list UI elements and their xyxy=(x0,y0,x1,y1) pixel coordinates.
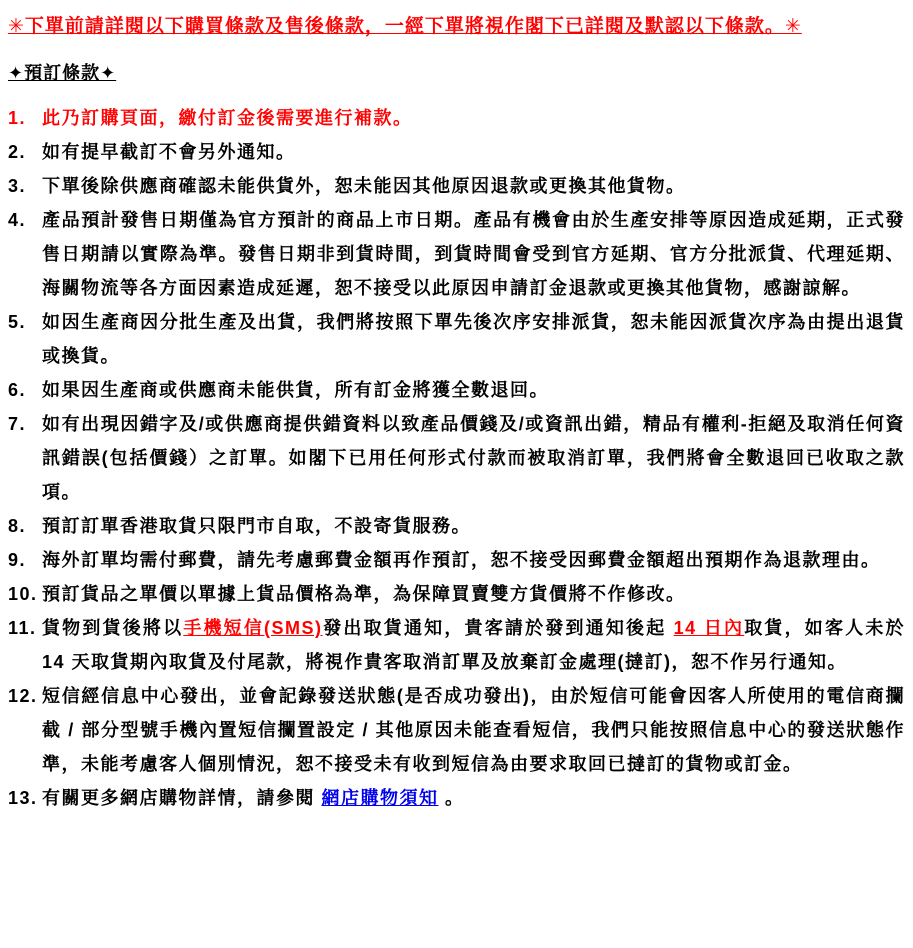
term-item-12 xyxy=(8,679,905,781)
term-segment-13-2: 。 xyxy=(438,788,465,808)
term-number-10: 10. xyxy=(8,584,38,604)
term-number-6: 6. xyxy=(8,380,27,400)
term-item-3 xyxy=(8,169,905,203)
term-segment-6-0: 如果因生產商或供應商未能供貨，所有訂金將獲全數退回。 xyxy=(42,380,549,400)
term-item-10 xyxy=(8,577,905,611)
term-text-13 xyxy=(42,781,905,815)
term-item-13 xyxy=(8,781,905,815)
term-number-12: 12. xyxy=(8,686,38,706)
term-text-1 xyxy=(42,101,905,135)
section-title-pre-order-terms: ✦預訂條款✦ xyxy=(8,63,117,83)
term-item-6 xyxy=(8,373,905,407)
term-text-6 xyxy=(42,373,905,407)
term-segment-7-0: 如有出現因錯字及/或供應商提供錯資料以致產品價錢及/或資訊出錯，精品有權利-拒絕及取消任何資訊錯誤(包括價錢）之訂單。如閣下已用任何形式付款而被取消訂單，我們將會全數退回已收取之款項。 xyxy=(42,414,905,502)
term-text-11 xyxy=(42,611,905,679)
term-text-2 xyxy=(42,135,905,169)
term-segment-12-0: 短信經信息中心發出，並會記錄發送狀態(是否成功發出)，由於短信可能會因客人所使用的電信商攔截 / 部分型號手機內置短信攔置設定 / 其他原因未能查看短信，我們只能按照信息中心的發送狀態作準，未能考慮客人個別情況，恕不接受未有收到短信為由要求取回已撻訂的貨物或訂金。 xyxy=(42,686,905,774)
term-number-7: 7. xyxy=(8,414,27,434)
pickup-deadline-highlight: 14 日內 xyxy=(673,618,745,638)
term-text-10 xyxy=(42,577,905,611)
term-number-8: 8. xyxy=(8,516,27,536)
term-segment-9-0: 海外訂單均需付郵費，請先考慮郵費金額再作預訂，恕不接受因郵費金額超出預期作為退款理由。 xyxy=(42,550,881,570)
term-item-11 xyxy=(8,611,905,679)
term-segment-13-0: 有關更多網店購物詳情，請參閱 xyxy=(42,788,322,808)
store-shopping-guide-link[interactable]: 網店購物須知 xyxy=(321,788,439,808)
term-segment-10-0: 預訂貨品之單價以單據上貨品價格為準，為保障買賣雙方貨價將不作修改。 xyxy=(42,584,686,604)
term-segment-11-0: 貨物到貨後將以 xyxy=(42,618,184,638)
pre-order-notice: ✳下單前請詳閱以下購買條款及售後條款，一經下單將視作閣下已詳閱及默認以下條款。✳ xyxy=(8,16,802,37)
term-item-4 xyxy=(8,203,905,305)
term-segment-8-0: 預訂訂單香港取貨只限門市自取，不設寄貨服務。 xyxy=(42,516,471,536)
term-number-5: 5. xyxy=(8,312,27,332)
term-number-3: 3. xyxy=(8,176,27,196)
term-segment-5-0: 如因生產商因分批生產及出貨，我們將按照下單先後次序安排派貨，恕未能因派貨次序為由提出退貨或換貨。 xyxy=(42,312,905,366)
term-number-1: 1. xyxy=(8,108,27,128)
term-item-8 xyxy=(8,509,905,543)
term-segment-4-0: 產品預計發售日期僅為官方預計的商品上市日期。產品有機會由於生產安排等原因造成延期，正式發售日期請以實際為準。發售日期非到貨時間，到貨時間會受到官方延期、官方分批派貨、代理延期、海關物流等各方面因素造成延遲，恕不接受以此原因申請訂金退款或更換其他貨物，感謝諒解。 xyxy=(42,210,905,298)
term-text-8 xyxy=(42,509,905,543)
term-segment-11-2: 發出取貨通知，貴客請於發到通知後起 xyxy=(322,618,674,638)
term-segment-11-4: 取貨，如客人未於 14 天取貨期內取貨及付尾款，將視作貴客取消訂單及放棄訂金處理(撻訂)，恕不作另行通知。 xyxy=(42,618,906,672)
term-text-7 xyxy=(42,407,905,509)
term-text-12 xyxy=(42,679,905,781)
term-number-11: 11. xyxy=(8,618,37,638)
term-item-7 xyxy=(8,407,905,509)
term-item-2 xyxy=(8,135,905,169)
terms-list xyxy=(8,101,905,815)
term-text-4 xyxy=(42,203,905,305)
term-item-5 xyxy=(8,305,905,373)
term-number-4: 4. xyxy=(8,210,27,230)
term-text-9 xyxy=(42,543,905,577)
term-number-9: 9. xyxy=(8,550,27,570)
term-text-3 xyxy=(42,169,905,203)
deposit-notice-text: 此乃訂購頁面，繳付訂金後需要進行補款。 xyxy=(42,108,413,128)
sms-highlight: 手機短信(SMS) xyxy=(183,618,323,638)
term-segment-2-0: 如有提早截訂不會另外通知。 xyxy=(42,142,296,162)
term-text-5 xyxy=(42,305,905,373)
term-item-1 xyxy=(8,101,905,135)
term-number-2: 2. xyxy=(8,142,27,162)
term-number-13: 13. xyxy=(8,788,38,808)
term-segment-3-0: 下單後除供應商確認未能供貨外，恕未能因其他原因退款或更換其他貨物。 xyxy=(42,176,686,196)
term-item-9 xyxy=(8,543,905,577)
pre-order-terms-page xyxy=(8,12,905,815)
